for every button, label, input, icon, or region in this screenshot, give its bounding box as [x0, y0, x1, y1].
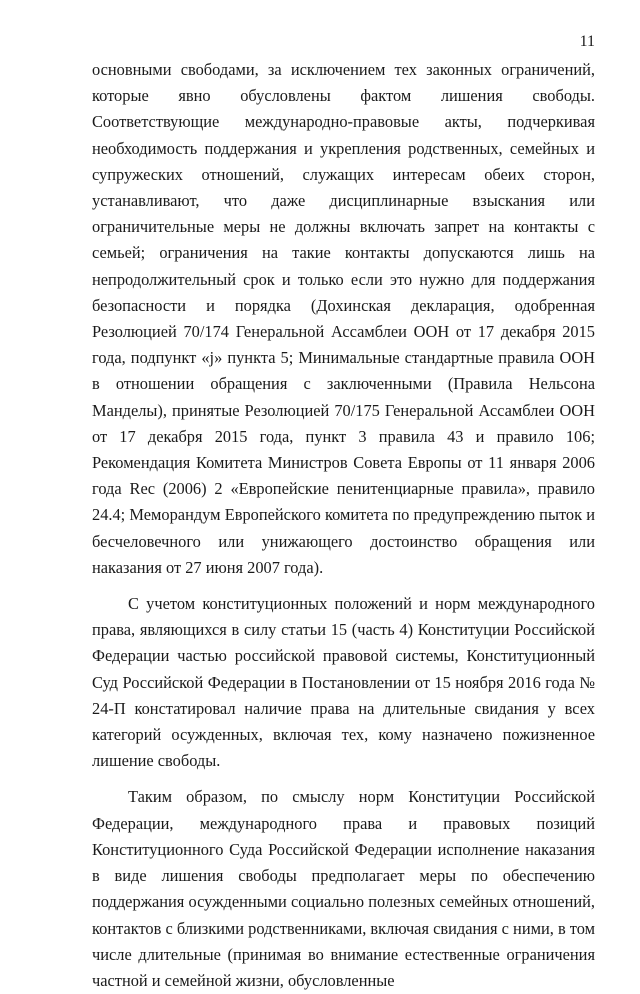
paragraph-constitutional-court: С учетом конституционных положений и норм международного права, являющихся в силу статьи 15 (часть 4) Конституции Российской Федерации частью российской правовой системы, Конституционный Суд Российской Федерации в Постановлении от 15 ноября 2016 года № 24-П констатировал наличие права на длительные свидания у всех категорий осужденных, включая тех, кому назначено пожизненное лишение свободы.: [92, 594, 595, 771]
paragraph-conclusion: Таким образом, по смыслу норм Конституции Российской Федерации, международного права и правовых позиций Конституционного Суда Российской Федерации исполнение наказания в виде лишения свободы предполагает меры по обеспечению поддержания осужденными социально полезных семейных отношений, контактов с близкими родственниками, включая свидания с ними, в том числе длительные (принимая во внимание естественные ограничения частной и семейной жизни, обусловленные: [92, 787, 595, 990]
page-number: 11: [579, 33, 595, 50]
body-text: [92, 57, 595, 994]
paragraph-continuation: основными свободами, за исключением тех законных ограничений, которые явно обусловлены фактом лишения свободы. Соответствующие международно-правовые акты, подчеркивая необходимость поддержания и укрепления родственных, семейных и супружеских отношений, служащих интересам обеих сторон, устанавливают, что даже дисциплинарные взыскания или ограничительные меры не должны включать запрет на контакты с семьей; ограничения на такие контакты допускаются лишь на непродолжительный срок и только если это нужно для поддержания безопасности и порядка (Дохинская декларация, одобренная Резолюцией 70/174 Генеральной Ассамблеи ООН от 17 декабря 2015 года, подпункт «j» пункта 5; Минимальные стандартные правила ООН в отношении обращения с заключенными (Правила Нельсона Манделы), принятые Резолюцией 70/175 Генеральной Ассамблеи ООН от 17 декабря 2015 года, пункт 3 правила 43 и правило 106; Рекомендация Комитета Министров Совета Европы от 11 января 2006 года Rec (2006) 2 «Европейские пенитенциарные правила», правило 24.4; Меморандум Европейского комитета по предупреждению пыток и бесчеловечного или унижающего достоинство обращения или наказания от 27 июня 2007 года).: [92, 60, 595, 577]
